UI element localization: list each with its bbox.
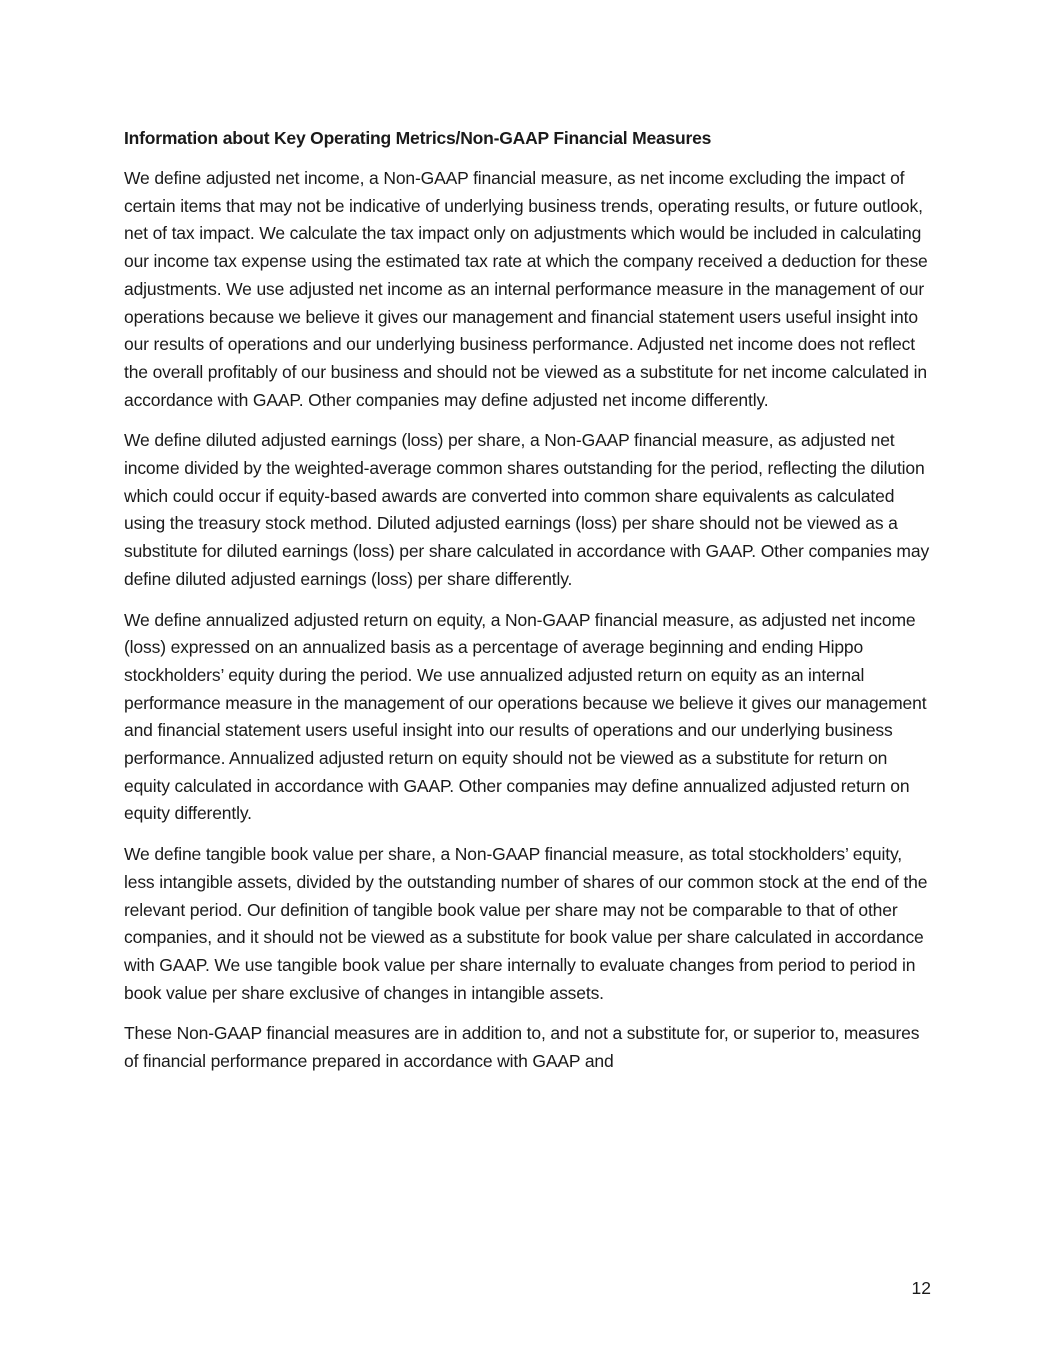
paragraph-tangible-book-value: We define tangible book value per share, a Non-GAAP financial measure, as total stockholders’ equity, less intangible assets, divided by the outstanding number of shares of our common stock at the end of the relevant period. Our definition of tangible book value per share may not be comparable to that of other companies, and it should not be viewed as a substitute for book value per share calculated in accordance with GAAP. We use tangible book value per share internally to evaluate changes from period to period in book value per share exclusive of changes in intangible assets. — [124, 844, 928, 1003]
paragraph-adjusted-net-income: We define adjusted net income, a Non-GAAP financial measure, as net income excluding the impact of certain items that may not be indicative of underlying business trends, operating results, or future outlook, net of tax impact. We calculate the tax impact only on adjustments which would be included in calculating our income tax expense using the estimated tax rate at which the company received a deduction for these adjustments. We use adjusted net income as an internal performance measure in the management of our operations because we believe it gives our management and financial statement users useful insight into our results of operations and our underlying business performance. Adjusted net income does not reflect the overall profitably of our business and should not be viewed as a substitute for net income calculated in accordance with GAAP. Other companies may define adjusted net income differently. — [124, 168, 928, 410]
paragraph-diluted-adjusted-earnings: We define diluted adjusted earnings (loss) per share, a Non-GAAP financial measure, as adjusted net income divided by the weighted-average common shares outstanding for the period, reflecting the dilution which could occur if equity-based awards are converted into common share equivalents as calculated using the treasury stock method. Diluted adjusted earnings (loss) per share should not be viewed as a substitute for diluted earnings (loss) per share calculated in accordance with GAAP. Other companies may define diluted adjusted earnings (loss) per share differently. — [124, 430, 930, 589]
paragraph-non-gaap-disclaimer: These Non-GAAP financial measures are in addition to, and not a substitute for, or superior to, measures of financial performance prepared in accordance with GAAP and — [124, 1023, 920, 1072]
paragraph-annualized-adjusted-roe: We define annualized adjusted return on equity, a Non-GAAP financial measure, as adjusted net income (loss) expressed on an annualized basis as a percentage of average beginning and ending Hippo stockholders’ equity during the period. We use annualized adjusted return on equity as an internal performance measure in the management of our operations because we believe it gives our management and financial statement users useful insight into our results of operations and our underlying business performance. Annualized adjusted return on equity should not be viewed as a substitute for return on equity calculated in accordance with GAAP. Other companies may define annualized adjusted return on equity differently. — [124, 609, 927, 824]
page-number: 12 — [911, 1278, 931, 1298]
document-page — [124, 124, 934, 1089]
section-heading: Information about Key Operating Metrics/Non-GAAP Financial Measures — [124, 128, 712, 148]
